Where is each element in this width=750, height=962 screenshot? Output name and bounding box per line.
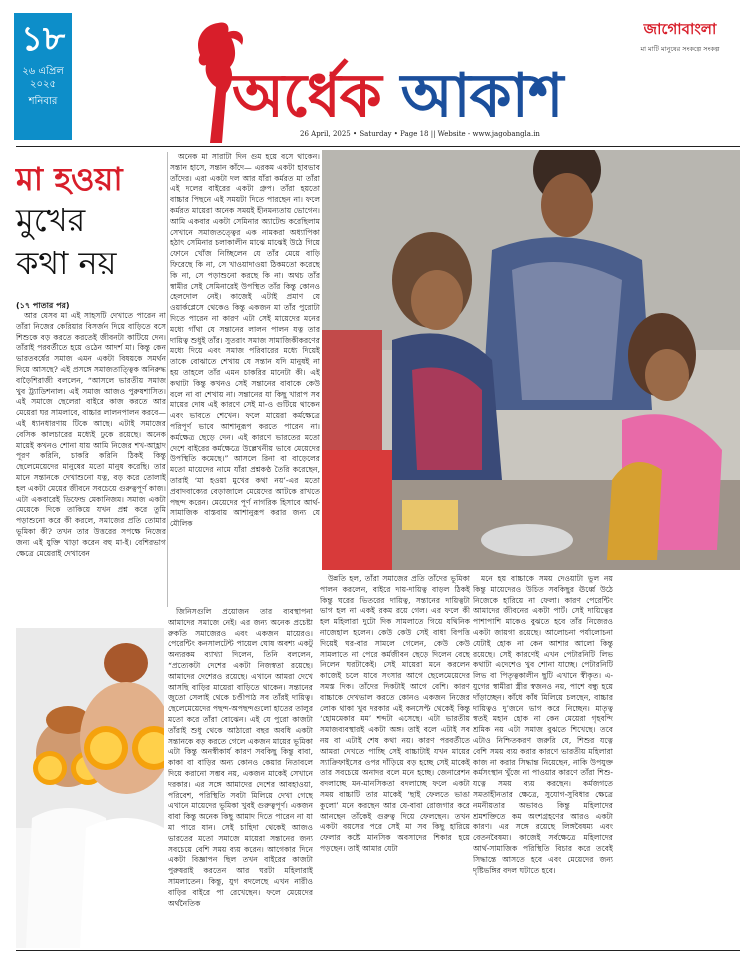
- issue-day: শনিবার: [28, 96, 58, 107]
- top-divider: [16, 146, 740, 147]
- girls-with-oranges-illustration: [16, 628, 164, 948]
- page-number: ১৮: [20, 19, 66, 59]
- article-column-5: মনে হয় বাচ্চাকে সময় দেওয়াটা ভুল নয় কিন্তু মায়েদেরও উচিত সবকিছুর ঊর্ধ্বে উঠে নিজেকে হারিয়ে না ফেলা। কারণ পেরেন্টিং আমাদের জীবনের একটা পার্ট। সেই দায়িত্বের পাশাপাশি মাকেও বুঝতে হবে তাঁর নিজেরও একটা জায়গা রয়েছে। আলোচনা পর্যালোচনা যেটাই হোক না কেন আশার আলো কিন্তু রয়েছে। সেই কারণেই এখন পেটারনিটি লিভ কথাটা এদেশেও খুব শোনা যাচ্ছে। পেটারনিটি লিভ বা পিতৃত্বকালীন ছুটি এখানে স্বীকৃত। এ-যুগের স্বামীরা স্ত্রীর স্বজনও নয়, পাশে বন্ধু হয়ে দাঁড়াচ্ছেন। কাঁধে কাঁধ মিলিয়ে চলছেন, বাচ্চার দায়িত্বও দু’জনে ভাগ করে নিচ্ছেন। মাতৃত্ব স্বতই মহান হোক না কেন মেয়েরা গৃহবন্দি শ্রমিক নয় এটা সমাজ বুঝতে শিখেছে। তবে এটাও নিশ্চিতকরণ জরুরি যে, শিশুর যত্নে বেশি সময় ব্যয় করার কারণে ভারতীয় মহিলারা কাজ না করার সিদ্ধান্ত নিয়েছেন, নাকি উপযুক্ত কর্মসংস্থান খুঁজে না পাওয়ার কারণে তাঁরা শিশু-যত্নে সময় ব্যয় করছেন। কর্মজগতে সমতাহীনতার ক্ষেত্রে, সুযোগ-সুবিধার ক্ষেত্রে নমনীয়তার অভাবও কিন্তু মহিলাদের শ্রমশক্তিতে কম অংশগ্রহণের আরও একটা কারণ। এর সঙ্গে রয়েছে লিঙ্গবৈষম্য এবং বেতনবৈষম্য। কাজেই সর্বক্ষেত্রে মহিলাদের আর্থ-সামাজিক পরিস্থিতি বিচার করে তবেই সিদ্ধান্তে আসতে হবে এবং মেয়েদের জন্য দৃষ্টিভঙ্গির বদল ঘটাতে হবে।: [473, 574, 613, 875]
- issue-year: ২০২৫: [30, 79, 56, 90]
- article-column-4: উন্নতি হল, তাঁরা সমাজের প্রতি তাঁদের ভূমিকা পালন করলেন, বাইরে দায়-দায়িত্ব বাড়ল ঠিকই কিন্তু ঘরের ভিতরের দায়িত্ব, সন্তানের দায়িত্বটা ভাগ হল না একই রকম রয়ে গেল। এর ফলে কী হল মহিলারা দুটো দিক সামলাতে গিয়ে যথিনিক নাজেহাল হলেন। কেউ কেউ সেই বাধা বিপত্তি দিয়েই ঘর-বার সামলে গেলেন, কেউ কেউ সামলাতে না পেরে কর্মজীবন ছেড়ে দিলেন বেছে নিলেন ঘরটাকেই। সেই মায়েরা মনে করলেন কাজেই চলে যাবে সংসার আগে ছেলেমেয়েদের সমস্ত দিক। তাঁদের দিকটাই আগে বেশি। কারণ বাচ্চাকে দেখভাল করতে কোনও একজন নিজের লোক থাকা খুব দরকার এই কনসেপ্ট থেকেই কিন্তু ‘হোমমেকার মম’ শব্দটা এসেছে। এটা ভারতীয় সমাজব্যবস্থারই একটা অঙ্গ। তাই বলে এটাই সব নয় বা এটাই শেষ কথা নয়। কারণ পরবর্তীতে আমরা দেখতে পাচ্ছি সেই বাচ্চাটাই যখন মায়ের স্যাক্রিফাইসের ওপর দাঁড়িয়ে বড় হচ্ছে সেই মাকেই তার সবচেয়ে অনাদর বলে মনে হচ্ছে। জেনারেশন বদলাচ্ছে মন-মানসিকতা বদলাচ্ছে ফলে একটা সময় বাচ্চাটি তার মাকেই ‘ছাই ফেলতে ভাঙা কুলো’ মনে করছেন আর যে-বাবা রোজগার করে আনছেন তাঁকেই গুরুত্ব দিয়ে ফেলছেন। তখন একটা বয়সের পরে সেই মা সব কিছু হারিয়ে ফেলার কষ্টে মানসিক অবসাদের শিকার হয়ে পড়ছেন। তাই আমার যেটা: [320, 574, 470, 853]
- section-masthead: [180, 40, 600, 140]
- oranges-girls-photo: [16, 628, 164, 948]
- newspaper-tagline: মা মাটি মানুষের সংকল্পে সংকল্প: [640, 45, 720, 53]
- headline-line-2: মুখের: [16, 201, 86, 239]
- dateline: 26 April, 2025 • Saturday • Page 18 || Website - www.jagobangla.in: [300, 130, 540, 138]
- article-column-1: আর যেসব মা এই সাহসটি দেখাতে পারেন না তাঁরা নিজের কেরিয়ার বিসর্জন দিয়ে বাড়িতে বসে শিশুকে বড় করতে করতেই জীবনটা কাটিয়ে দেন। তাঁরাই পরবর্তীতে হয়ে ওঠেন আদর্শ মা। কিন্তু কেন ভারতবর্ষের সমাজ এমন একটা বিষয়কে সমর্থন দিয়ে আসছে? এই প্রসঙ্গে সমাজতাত্ত্বিক অনিরুদ্ধ বাড়ৈশিরাজী বললেন, “আসলে ভারতীয় সমাজ খুব ট্র্যাডিশনাল। এই সমাজ আজও পুরুষশাসিত। এই সমাজে ছেলেরা বাইরে কাজ করতে আর মেয়েরা ঘর সামলাবে, বাচ্চার লালনপালন করবে— এই ধ্যানধারণায় টিকে আছে। এটাই সমাজের বেসিক কালচারের মধ্যেই ঢুকে রয়েছে। অনেক মায়েই কখনও শোনা যায় আমি নিজের শখ-আহ্লাদ পূরণ করিনি, চাকরি করিনি ঠিকই কিন্তু ছেলেমেয়েদের মানুষের মতো মানুষ করেছি। তার মানে সন্তানকে দেখাশুনো যত্ন, বড় করে তোলাই হল একটা মেয়ের জীবনে সবচেয়ে গুরুত্বপূর্ণ কাজ। এটা একবারেই ডিফেন্ড মেকানিজম। সমাজ একটা মেয়েকে দিকে তাকিয়ে যখন প্রশ্ন করে তুমি পড়াশুনো করে কী করলে, সমাজের প্রতি তোমার ভূমিকা কী? তখন তার উত্তরের সপক্ষে নিজের জন্য এই যুক্তি খাড়া করেন বহু মা-ই। বেশিরভাগ ক্ষেত্রে মেয়েরাই দেখাবেন: [16, 311, 166, 558]
- column-divider: [167, 152, 168, 607]
- bottom-divider: [16, 950, 740, 951]
- page-badge: [14, 13, 72, 140]
- article-column-3: জিনিসগুলি প্রয়োজন তার ব্যবস্থাপনা আমাদের সমাজে নেই। এর জন্য অনেক প্রচেষ্টা রুকতি সমাজেরও এবং একজন মায়েরও। পেরেন্টিং কনসালটেন্ট পায়েল ঘোষ অবশ্য একটু অন্যরকম ব্যাখ্যা দিলেন, তিনি বললেন, “প্রত্যেকটা দেশের একটা নিজস্বতা রয়েছে। আমাদের দেশেরও রয়েছে। এখানে আমরা দেখে আসছি বাড়ির মায়েরা বাড়িতে থাকেন। সন্তানের জুতো সেলাই থেকে চণ্ডীপাঠ সব তাঁরই দায়িত্ব। ছেলেমেয়েদের পছন্দ-অপছন্দগুলো হাতের তালুর মতো করে তাঁরা বোঝেন। এই যে পুরো কাজটা তাঁরাই শুধু থেকে আঠারো বছর অবধি একটা সন্তানকে বড় করতে গেলে একজন মায়ের ভূমিকা এটা কিন্তু অনস্বীকার্য কারণ সবকিছু কিন্তু বাবা, কাকা বা বাড়ির অন্য কোনও কেয়ার নিতাবলে দিয়ে করানো সম্ভব নয়, একজন মাকেই সেখানে দরকার। এর সঙ্গে আমাদের দেশের আবহাওয়া, পরিবেশ, পরিস্থিতি সবটা মিলিয়ে দেখা গেছে এখানে মায়েদের ভূমিকা খুবই গুরুত্বপূর্ণ। একজন বাবা কিন্তু অনেক কিছু আমাদ দিতে পারেন না যা মা পারে যান। সেই চাহিদা থেকেই আজও ভারতের মতো সমাজে মায়েরা সন্তানের জন্য সবচেয়ে বেশি সময় ব্যয় করেন। আগেকার দিনে একটা বিজ্ঞাপন ছিল তখন বাইরের কাজটা পুরুষরাই করতেন আর ঘরটা মহিলারাই সামলাতেন। কিন্তু, যুগ বদলেছে এখন নারীও বাড়ির বাইরে পা রেখেছেন। ফলে মেয়েদের অর্থনৈতিক: [168, 607, 313, 908]
- article-column-2: অনেক মা সারাটা দিন গুম হয়ে বসে থাকেন। সন্তান হাসে, সন্তান কাঁদে— এরকম একটা হাবভাব তাঁদের। এরা একটা দল আর যাঁরা কর্মরত মা তাঁরা এই দলের বাইরের একটা গ্রুপ। তাঁরা হয়তো বাচ্চার পিছনে এই সময়টা দিতে পারছেন না। ফলে কর্মরত মায়েরা অনেক সময়ই হীনমন্যতায় ভোগেন। আমি একবার একটা সেমিনার অ্যাটেন্ড করেছিলাম সেখানে সমাজতত্ত্বের এক নামকরা অধ্যাপিকা হঠাৎ সেমিনার চলাকালীন মাঝে মাঝেই উঠে গিয়ে ফোনে খোঁজ নিচ্ছিলেন যে তাঁর মেয়ে বাড়ি ফিরেছে কি না, সে খাওয়াদাওয়া ঠিকমতো করেছে কি না, সে পড়াশুনো করছে কি না। অথচ তাঁর স্বামীর সেই সেমিনারেই উপস্থিত তাঁর কিন্তু কোনও হেলদোল নেই। কাজেই এটাই প্রমাণ যে ওয়ার্কপ্লেসে থেকেও কিন্তু একজন মা তাঁর পুরোটা দিতে পারেন না কারণ এটা সেই মায়েদের মনের মধ্যে গাঁথা যে সন্তানের লালন পালন যত্ন তার দায়িত্ব শুধুই তাঁর। সুতরাং সমাজ সামাজিকীকরণের মধ্যে দিয়ে এবং সমাজ পরিবারের মধ্যে দিয়েই তাকে বোঝাতে শেখায় যে সন্তান যদি মানুষই না হয় তাহলে তাঁর এমন চাকরির মানেটা কী। এই কথাটা কিন্তু কখনও সেই সন্তানের বাবাকে কেউ বলে না বা শেখায় না। সন্তানের যা কিছু খারাপ সব মায়ের দোষ এই কারণে সেই মা-ও গুটিয়ে থাকেন এবং ভাবতে শেখেন। ফলে মায়েরা কর্মক্ষেত্রে পরিপূর্ণ ভাবে আশানুরূপ করতে পারেন না। কর্মক্ষেত্র ছেড়ে দেন। এই কারণে ভারতের মতো দেশে বাইরের কর্মক্ষেত্রে উল্লেখনীয় ভাবে মেয়েদের উপস্থিতি কমেছে।” আসলে রিনা বা বাড়েলের মতো মায়েদের নামে যাঁরা প্রশ্নকণ্ঠ তৈরি করেছেন, তারাই ‘মা হওয়া মুখের কথা নয়’-এর মতো প্রবাদবাক্যের বেড়াজালে মেয়েদের আটকে রাখতে পছন্দ করেন। মেয়েদের পূর্ণ নাগরিক হিসাবে আর্থ-সামাজিক বাস্তবায় আশানুরূপ করার জন্য যে মৌলিক: [170, 152, 320, 529]
- section-title: অর্ধেক আকাশ: [232, 61, 563, 131]
- main-photo: [322, 150, 740, 570]
- newspaper-logo: [620, 18, 740, 52]
- headline-line-3: কথা নয়: [16, 244, 117, 282]
- newspaper-name: জাগোবাংলা: [643, 20, 717, 38]
- issue-date: ২৬ এপ্রিল: [22, 66, 64, 77]
- continued-note: (১৭ পাতার পর): [16, 301, 70, 310]
- mother-children-illustration: [322, 150, 740, 570]
- headline-line-1: মা হওয়া: [16, 160, 123, 198]
